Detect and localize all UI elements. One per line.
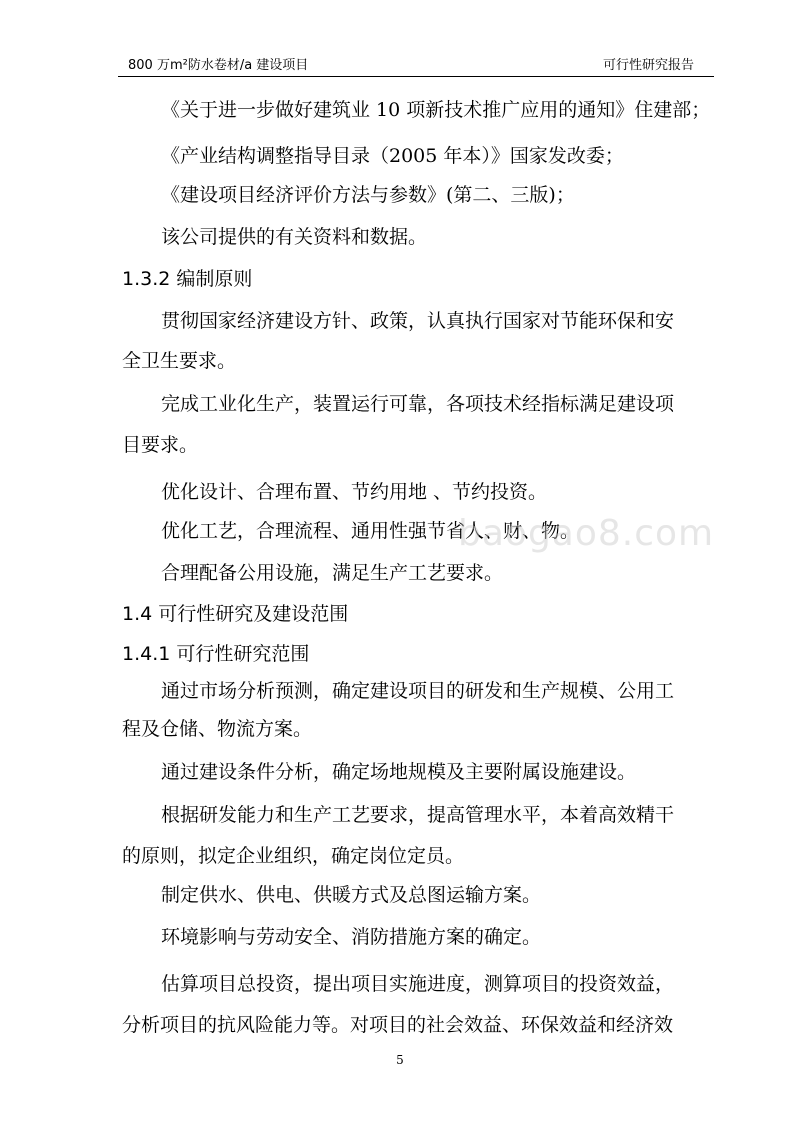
paragraph-line: 估算项目总投资，提出项目实施进度，测算项目的投资效益， — [161, 973, 675, 995]
paragraph-line: 优化工艺，合理流程、通用性强节省人、财、物。 — [161, 520, 580, 542]
paragraph-line: 程及仓储、物流方案。 — [122, 718, 313, 740]
page-header — [118, 54, 714, 77]
paragraph-line: 根据研发能力和生产工艺要求，提高管理水平，本着高效精干 — [161, 804, 675, 826]
subsection-heading: 1.4.1 可行性研究范围 — [122, 643, 310, 665]
header-report-type: 可行性研究报告 — [602, 58, 694, 73]
paragraph-line: 分析项目的抗风险能力等。对项目的社会效益、环保效益和经济效 — [122, 1014, 674, 1036]
paragraph-line: 合理配备公用设施，满足生产工艺要求。 — [161, 562, 504, 584]
paragraph-line: 目要求。 — [122, 434, 199, 456]
paragraph-line: 完成工业化生产，装置运行可靠，各项技术经指标满足建设项 — [161, 393, 675, 415]
paragraph-line: 环境影响与劳动安全、消防措施方案的确定。 — [161, 926, 542, 948]
watermark: baogao8.com — [458, 513, 715, 554]
section-heading: 1.3.2 编制原则 — [122, 268, 253, 290]
paragraph-line: 优化设计、合理布置、节约用地 、节约投资。 — [161, 481, 548, 503]
paragraph-line: 通过市场分析预测，确定建设项目的研发和生产规模、公用工 — [161, 680, 675, 702]
paragraph-line: 全卫生要求。 — [122, 350, 237, 372]
paragraph-line: 《产业结构调整指导目录（2005 年本）》国家发改委； — [161, 145, 624, 167]
page-number: 5 — [396, 1053, 404, 1067]
paragraph-line: 贯彻国家经济建设方针、政策，认真执行国家对节能环保和安 — [161, 310, 675, 332]
paragraph-line: 《建设项目经济评价方法与参数》(第二、三版)； — [161, 184, 575, 206]
paragraph-line: 制定供水、供电、供暖方式及总图运输方案。 — [161, 884, 542, 906]
paragraph-line: 《关于进一步做好建筑业 10 项新技术推广应用的通知》住建部； — [161, 99, 711, 121]
header-project-title: 800 万m²防水卷材/a 建设项目 — [128, 58, 309, 73]
paragraph-line: 该公司提供的有关资料和数据。 — [161, 226, 428, 248]
section-heading: 1.4 可行性研究及建设范围 — [122, 603, 349, 625]
paragraph-line: 通过建设条件分析，确定场地规模及主要附属设施建设。 — [161, 761, 637, 783]
paragraph-line: 的原则，拟定企业组织，确定岗位定员。 — [122, 845, 465, 867]
